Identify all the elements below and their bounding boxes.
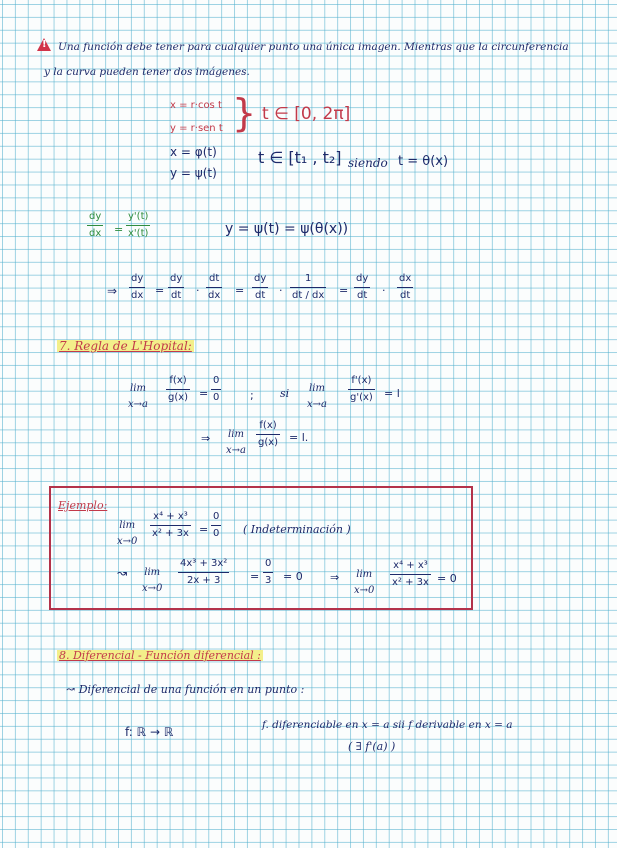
chain-frac-3-den: dx <box>208 290 221 301</box>
lhopital-lim-word: lim <box>130 383 146 394</box>
chain-frac-5 <box>290 274 326 301</box>
chain-dot-1: · <box>196 284 200 297</box>
chain-frac-6 <box>354 274 370 301</box>
chain-frac-1 <box>129 274 145 301</box>
chain-frac-6-num: dy <box>356 273 369 284</box>
param-x-phi: x = φ(t) <box>170 145 217 159</box>
lhopital-zero-num: 0 <box>213 375 220 386</box>
section-8-statement: f. diferenciable en x = a sii f derivable en x = a <box>262 719 513 731</box>
example-final-frac <box>390 561 431 588</box>
deriv-den: dx <box>89 228 102 239</box>
lhopital-fp-over-gp <box>348 376 375 403</box>
param-y-psi: y = ψ(t) <box>170 166 217 180</box>
intro-line-1: Una función debe tener para cualquier punto una única imagen. Mientras que la circunferencia <box>58 41 569 53</box>
example-eq-2: = <box>250 570 260 583</box>
example-num2: 4x³ + 3x² <box>180 558 228 569</box>
lhopital-lim-3-word: lim <box>228 429 244 440</box>
example-derived-frac <box>178 559 229 586</box>
deriv-y-composition: y = ψ(t) = ψ(θ(x)) <box>225 221 349 237</box>
chain-eq-2: = <box>235 284 245 297</box>
chain-frac-5-num: 1 <box>304 273 312 284</box>
param-x-cos: x = r·cos t <box>170 100 222 111</box>
chain-frac-4-den: dt <box>254 290 266 301</box>
lhopital-fpx: f'(x) <box>351 375 372 386</box>
example-lim-3-sub: x→0 <box>354 585 375 596</box>
chain-frac-7-num: dx <box>399 273 412 284</box>
chain-eq-3: = <box>339 284 349 297</box>
deriv-num: dy <box>89 211 102 222</box>
lhopital-f-over-g <box>166 376 190 403</box>
lhopital-si: si <box>280 387 290 400</box>
chain-arrow: ⇒ <box>107 284 118 298</box>
lhopital-gpx: g'(x) <box>350 392 373 403</box>
example-lim-2-sub: x→0 <box>142 583 163 594</box>
example-implies: ⇒ <box>330 571 340 584</box>
param-y-sin: y = r·sen t <box>170 123 223 134</box>
intro-line-2: y la curva pueden tener dos imágenes. <box>44 66 250 78</box>
warning-icon <box>37 38 51 51</box>
deriv-equals: = <box>114 223 124 236</box>
param-t-theta: t = θ(x) <box>398 154 449 169</box>
lhopital-conclusion-frac <box>256 421 280 448</box>
deriv-xt: x'(t) <box>128 228 149 239</box>
lhopital-conclusion-eq: = l. <box>289 431 309 444</box>
example-label: Ejemplo: <box>58 499 108 512</box>
section-8-condition: ( ∃ f'(a) ) <box>348 740 396 753</box>
example-indet: ( Indeterminación ) <box>243 523 351 536</box>
chain-eq-1: = <box>155 284 165 297</box>
example-three: 3 <box>265 575 272 586</box>
section-7-title: 7. Regla de L'Hopital: <box>59 339 192 353</box>
chain-frac-1-den: dx <box>131 290 144 301</box>
chain-frac-3 <box>206 274 222 301</box>
lhopital-lim-sub: x→a <box>128 399 148 410</box>
lhopital-conclusion-fx: f(x) <box>259 420 277 431</box>
example-lim-2 <box>140 568 164 594</box>
example-zero-den: 0 <box>213 528 220 539</box>
lhopital-eq-1: = <box>199 387 209 400</box>
chain-dot-3: · <box>382 284 386 297</box>
example-den2: 2x + 3 <box>186 575 221 586</box>
lhopital-gx: g(x) <box>168 392 189 403</box>
example-lim-sub: x→0 <box>117 536 138 547</box>
deriv-yt: y'(t) <box>128 211 149 222</box>
example-num: x⁴ + x³ <box>153 511 188 522</box>
chain-frac-1-num: dy <box>131 273 144 284</box>
lhopital-zero-zero <box>211 376 221 403</box>
chain-frac-2 <box>168 274 184 301</box>
example-final-num: x⁴ + x³ <box>393 560 428 571</box>
section-8-subtitle: ↝ Diferencial de una función en un punto : <box>66 683 305 696</box>
chain-frac-5-den: dt / dx <box>292 290 325 301</box>
chain-frac-4 <box>252 274 268 301</box>
example-lim <box>115 521 139 547</box>
lhopital-lim-3-sub: x→a <box>226 445 246 456</box>
deriv-dy-dx <box>87 212 103 239</box>
example-zero-num: 0 <box>213 511 220 522</box>
chain-frac-6-den: dt <box>356 290 368 301</box>
param-siendo: siendo <box>348 156 388 170</box>
example-lim-2-word: lim <box>144 567 161 578</box>
example-zero-3-num: 0 <box>265 558 272 569</box>
chain-frac-2-num: dy <box>170 273 183 284</box>
example-lim-3 <box>352 570 376 596</box>
lhopital-lim-2 <box>305 384 329 410</box>
param-t-range: t ∈ [t₁ , t₂] <box>258 148 342 167</box>
example-den: x² + 3x <box>152 528 189 539</box>
example-bullet: ↝ <box>117 566 128 580</box>
param-range: t ∈ [0, 2π] <box>262 104 351 124</box>
example-frac <box>150 512 191 539</box>
chain-dot-2: · <box>279 284 283 297</box>
lhopital-lim-3 <box>224 430 248 456</box>
example-zero-three <box>263 559 273 586</box>
lhopital-implies: ⇒ <box>201 432 211 445</box>
param-brace: } <box>232 91 257 135</box>
example-lim-3-word: lim <box>356 569 373 580</box>
chain-frac-7-den: dt <box>399 290 411 301</box>
lhopital-fx: f(x) <box>169 375 187 386</box>
chain-frac-2-den: dt <box>170 290 182 301</box>
lhopital-lim-2-word: lim <box>309 383 325 394</box>
deriv-yt-xt <box>126 212 150 239</box>
example-eq: = <box>199 523 209 536</box>
section-8-title: 8. Diferencial - Función diferencial : <box>59 649 261 662</box>
example-eq-zero-2: = 0 <box>437 572 457 585</box>
lhopital-conclusion-gx: g(x) <box>258 437 279 448</box>
chain-frac-3-num: dt <box>208 273 220 284</box>
example-final-den: x² + 3x <box>392 577 429 588</box>
lhopital-lim-2-sub: x→a <box>307 399 327 410</box>
chain-frac-4-num: dy <box>254 273 267 284</box>
example-zero-zero <box>211 512 221 539</box>
chain-frac-7 <box>397 274 413 301</box>
lhopital-lim <box>126 384 150 410</box>
example-box <box>49 486 473 610</box>
lhopital-equals-l: = l <box>384 387 400 400</box>
lhopital-semicolon: ; <box>250 389 254 402</box>
lhopital-zero-den: 0 <box>213 392 220 403</box>
example-lim-word: lim <box>119 520 136 531</box>
section-8-map: f: ℝ → ℝ <box>125 725 174 739</box>
example-eq-zero: = 0 <box>283 570 303 583</box>
